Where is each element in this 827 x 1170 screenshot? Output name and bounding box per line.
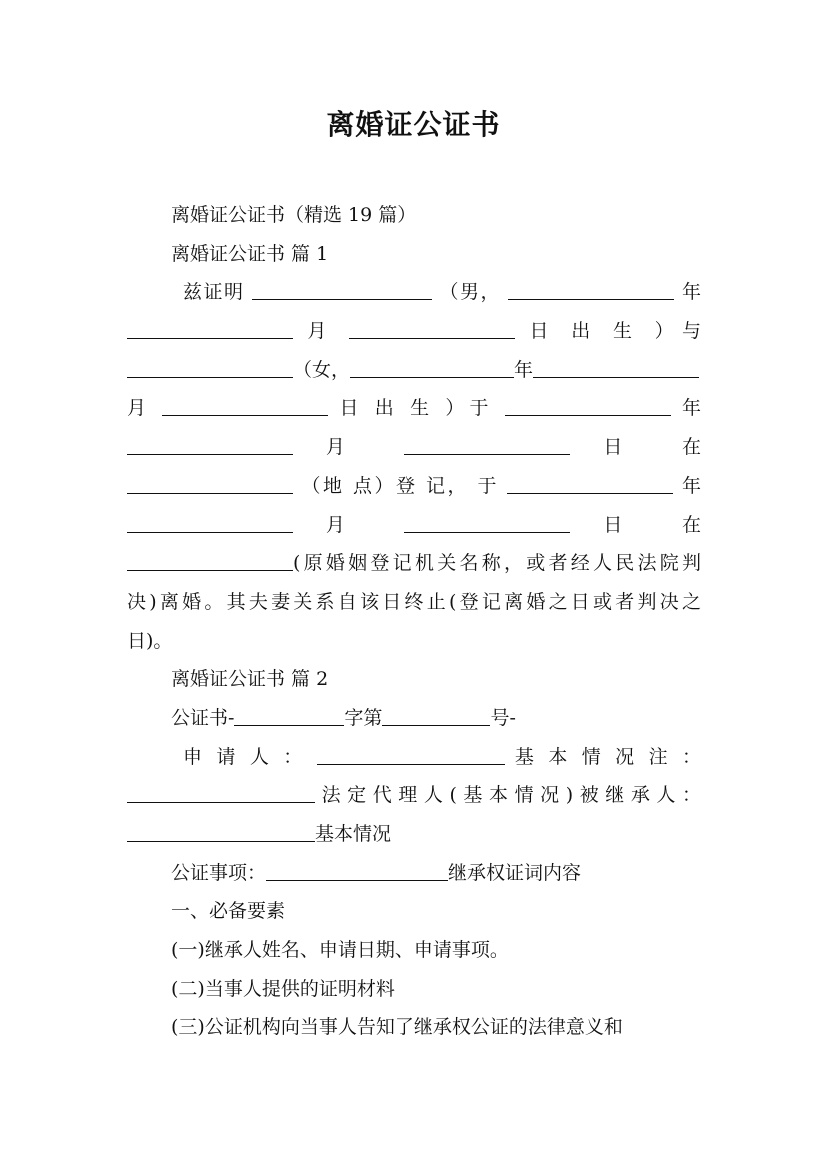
blank-field bbox=[127, 823, 315, 842]
blank-field bbox=[127, 784, 315, 803]
text: 日 bbox=[603, 436, 650, 459]
document-body bbox=[127, 196, 701, 1047]
text: （地 点）登 记， 于 bbox=[301, 474, 499, 497]
s2-line-9: (三)公证机构向当事人告知了继承权公证的法律意义和 bbox=[171, 1016, 623, 1039]
text: 字第 bbox=[344, 706, 383, 729]
blank-field bbox=[350, 359, 514, 378]
text: 继承权证词内容 bbox=[448, 861, 582, 884]
s1-line-2 bbox=[127, 312, 701, 351]
s1-line-3 bbox=[127, 351, 701, 390]
s2-line-6: 一、必备要素 bbox=[171, 900, 286, 923]
blank-field bbox=[162, 397, 328, 416]
text: (原婚姻登记机关名称，或者经人民法院判 bbox=[293, 552, 701, 575]
s2-line-5 bbox=[127, 854, 701, 893]
text: 年 bbox=[514, 358, 534, 381]
text: 年 bbox=[682, 281, 701, 304]
text: 在 bbox=[681, 436, 701, 459]
subtitle: 离婚证公证书（精选 19 篇） bbox=[171, 204, 417, 226]
text: 在 bbox=[681, 513, 701, 536]
blank-field bbox=[508, 281, 674, 300]
text: 基 本 情 况 注 ： bbox=[514, 745, 701, 768]
page-title: 离婚证公证书 bbox=[326, 108, 501, 141]
text: 月 bbox=[127, 397, 152, 420]
blank-field bbox=[127, 552, 293, 571]
text: 号- bbox=[490, 706, 516, 729]
s1-line-4 bbox=[127, 389, 701, 428]
blank-field bbox=[127, 359, 293, 378]
s2-line-3 bbox=[127, 776, 701, 815]
s1-line-6 bbox=[127, 467, 701, 506]
blank-field bbox=[127, 320, 293, 339]
text: 月 bbox=[325, 436, 372, 459]
s1-line-10: 日)。 bbox=[127, 629, 173, 652]
s1-line-1 bbox=[127, 273, 701, 312]
text: （女， bbox=[293, 358, 351, 381]
blank-field bbox=[404, 514, 570, 533]
text: 月 bbox=[307, 320, 335, 343]
s2-line-1 bbox=[127, 699, 701, 738]
text: 日 bbox=[603, 513, 650, 536]
text: 公证书- bbox=[171, 706, 235, 729]
blank-field bbox=[404, 436, 570, 455]
s1-line-9: 决)离婚。其夫妻关系自该日终止(登记离婚之日或者判决之 bbox=[127, 590, 701, 613]
text: 日 出 生 ）与 bbox=[529, 320, 701, 343]
blank-field bbox=[349, 320, 515, 339]
text: 申 请 人 ： bbox=[183, 745, 307, 768]
text: 兹证明 bbox=[183, 281, 245, 304]
text: 月 bbox=[325, 513, 372, 536]
text: （男， bbox=[439, 281, 501, 304]
blank-field bbox=[234, 707, 344, 726]
section-2-heading: 离婚证公证书 篇 2 bbox=[171, 668, 329, 691]
text: 年 bbox=[682, 474, 701, 497]
blank-field bbox=[252, 281, 432, 300]
blank-field bbox=[266, 862, 448, 881]
s1-line-5 bbox=[127, 428, 701, 467]
blank-field bbox=[533, 359, 699, 378]
s2-line-7: (一)继承人姓名、申请日期、申请事项。 bbox=[171, 939, 509, 962]
s2-line-2 bbox=[127, 738, 701, 777]
blank-field bbox=[505, 397, 671, 416]
blank-field bbox=[317, 746, 505, 765]
blank-field bbox=[382, 707, 490, 726]
text: 年 bbox=[681, 397, 701, 420]
s2-line-4 bbox=[127, 815, 701, 854]
blank-field bbox=[507, 475, 673, 494]
s1-line-8 bbox=[127, 544, 701, 583]
s1-line-7 bbox=[127, 506, 701, 545]
text: 公证事项： bbox=[171, 861, 267, 884]
section-1-heading: 离婚证公证书 篇 1 bbox=[171, 242, 329, 265]
blank-field bbox=[127, 514, 293, 533]
blank-field bbox=[127, 475, 293, 494]
blank-field bbox=[127, 436, 293, 455]
text: 基本情况 bbox=[315, 823, 392, 845]
s2-line-8: (二)当事人提供的证明材料 bbox=[171, 977, 395, 1000]
text: 日 出 生 ）于 bbox=[339, 397, 494, 420]
text: 法定代理人(基本情况)被继承人： bbox=[315, 784, 701, 807]
